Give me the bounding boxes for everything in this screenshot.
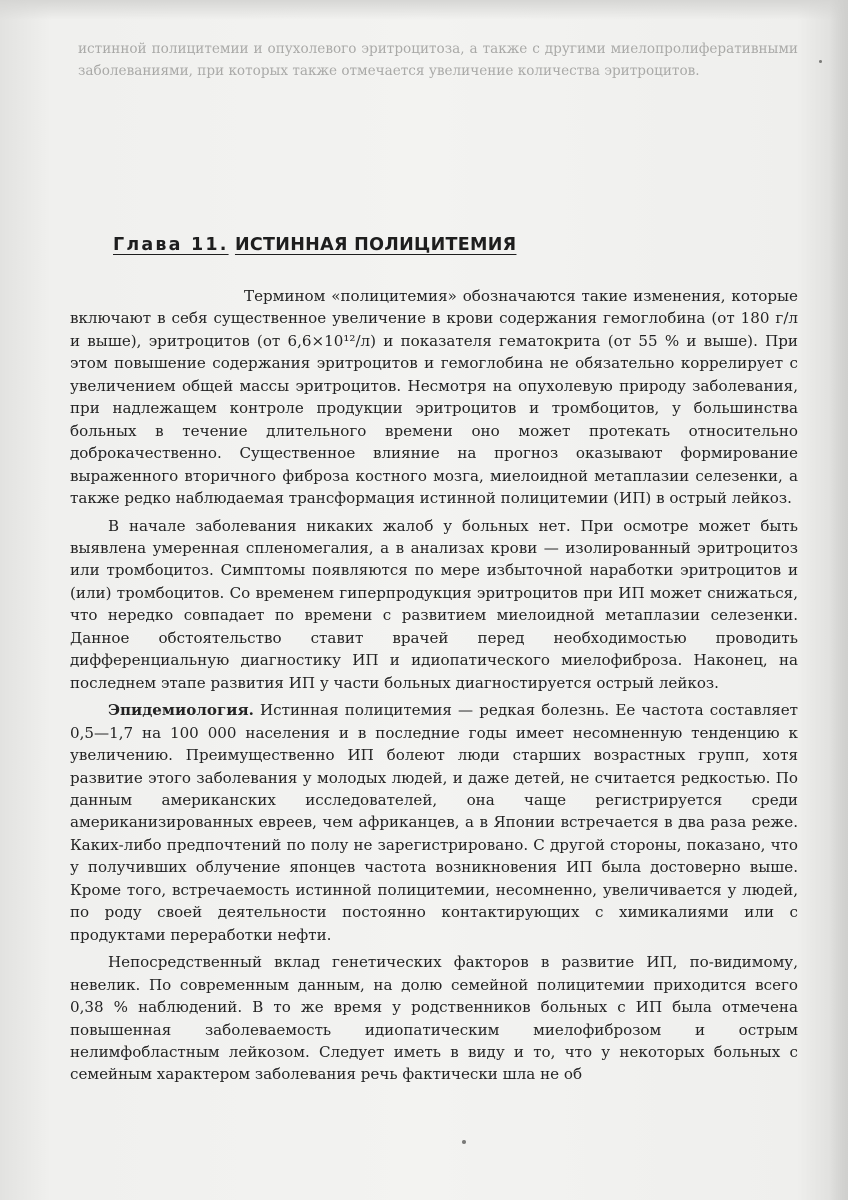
- scan-top-shadow: [0, 0, 848, 20]
- paragraph-intro: [70, 285, 798, 510]
- chapter-label: Глава 11.: [113, 235, 229, 255]
- scan-right-shadow: [830, 0, 848, 1200]
- chapter-heading: [113, 235, 516, 255]
- paragraph-genetics: [70, 951, 798, 1086]
- scan-speck: [819, 60, 822, 63]
- previous-page-fragment: истинной полицитемии и опухолевого эритроцитоза, а также с другими миелопролиферативными заболеваниями, при которых также отмечается увеличение количества эритроцитов.: [78, 41, 798, 80]
- paragraph-epidemiology-text: Истинная полицитемия — редкая болезнь. Ее частота составляет 0,5—1,7 на 100 000 населения и в последние годы имеет несомненную тенденцию к увеличению. Преимущественно ИП болеют люди старших возрастных групп, хотя развитие этого заболевания у молодых людей, и даже детей, не считается редкостью. По данным американских исследователей, она чаще регистрируется среди американизированных евреев, чем африканцев, а в Японии встречается в два раза реже. Каких-либо предпочтений по полу не зарегистрировано. С другой стороны, показано, что у получивших облучение японцев частота возникновения ИП была достоверно выше. Кроме того, встречаемость истинной полицитемии, несомненно, увеличивается у людей, по роду своей деятельности постоянно контактирующих с химикалиями или с продуктами переработки нефти.: [70, 701, 798, 944]
- paragraph-epidemiology: [70, 699, 798, 946]
- chapter-title: ИСТИННАЯ ПОЛИЦИТЕМИЯ: [234, 235, 517, 255]
- chapter-body: [70, 285, 798, 1086]
- epidemiology-heading: Эпидемиология.: [108, 701, 254, 720]
- paragraph-onset: [70, 515, 798, 695]
- paragraph-onset-text: В начале заболевания никаких жалоб у больных нет. При осмотре может быть выявлена умеренная спленомегалия, а в анализах крови — изолированный эритроцитоз или тромбоцитоз. Симптомы появляются по мере избыточной наработки эритроцитов и (или) тромбоцитов. Со временем гиперпродукция эритроцитов при ИП может снижаться, что нередко совпадает по времени с развитием миелоидной метаплазии селезенки. Данное обстоятельство ставит врачей перед необходимостью проводить дифференциальную диагностику ИП и идиопатического миелофиброза. Наконец, на последнем этапе развития ИП у части больных диагностируется острый лейкоз.: [70, 516, 798, 692]
- paragraph-genetics-text: Непосредственный вклад генетических факторов в развитие ИП, по-видимому, невелик. По современным данным, на долю семейной полицитемии приходится всего 0,38 % наблюдений. В то же время у родственников больных с ИП была отмечена повышенная заболеваемость идиопатическим миелофиброзом и острым нелимфобластным лейкозом. Следует иметь в виду и то, что у некоторых больных с семейным характером заболевания речь фактически шла не об: [70, 953, 798, 1084]
- scan-speck: [462, 1140, 466, 1144]
- paragraph-intro-text: Термином «полицитемия» обозначаются такие изменения, которые включают в себя существенное увеличение в крови содержания гемоглобина (от 180 г/л и выше), эритроцитов (от 6,6×10¹²/л) и показателя гематокрита (от 55 % и выше). При этом повышение содержания эритроцитов и гемоглобина не обязательно коррелирует с увеличением общей массы эритроцитов. Несмотря на опухолевую природу заболевания, при надлежащем контроле продукции эритроцитов и тромбоцитов, у большинства больных в течение длительного времени оно может протекать относительно доброкачественно. Существенное влияние на прогноз оказывают формирование выраженного вторичного фиброза костного мозга, миелоидной метаплазии селезенки, а также редко наблюдаемая трансформация истинной полицитемии (ИП) в острый лейкоз.: [70, 287, 798, 508]
